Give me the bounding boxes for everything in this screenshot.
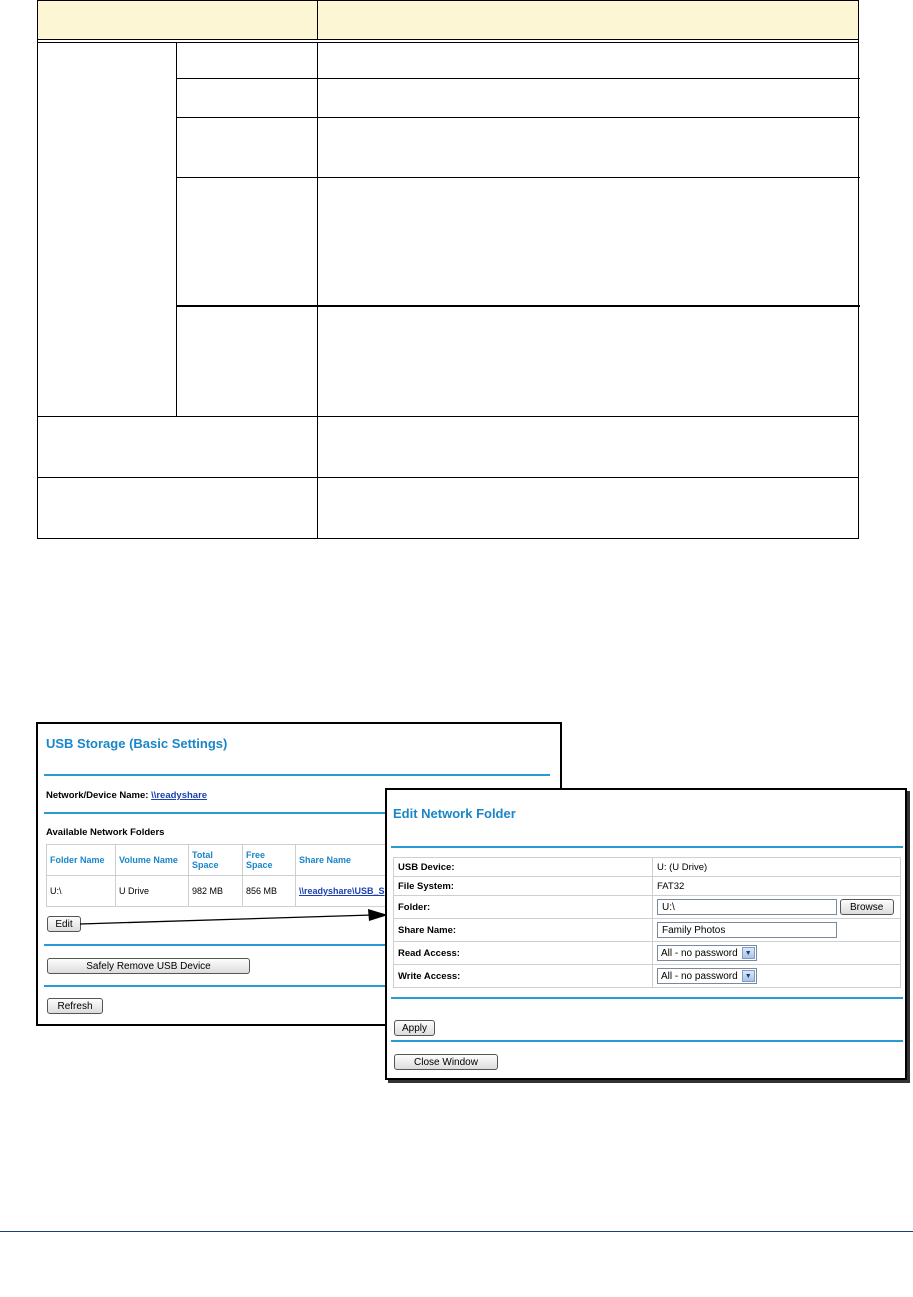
usb-device-value: U: (U Drive) [653, 858, 901, 877]
chevron-down-icon: ▼ [742, 970, 755, 982]
chevron-down-icon: ▼ [742, 947, 755, 959]
form-row [394, 896, 901, 919]
volume-cell: U Drive [116, 876, 189, 907]
edit-network-folder-window [385, 788, 907, 1080]
form-row [394, 858, 901, 877]
form-row [394, 942, 901, 965]
separator [391, 1040, 903, 1042]
window-title: USB Storage (Basic Settings) [46, 736, 228, 751]
separator [391, 997, 903, 999]
apply-button[interactable]: Apply [394, 1020, 435, 1036]
write-access-value: All - no password [661, 971, 738, 982]
column-header: Total Space [189, 845, 243, 876]
available-folders-label: Available Network Folders [46, 827, 165, 838]
safely-remove-button[interactable]: Safely Remove USB Device [47, 958, 250, 974]
column-header: Volume Name [116, 845, 189, 876]
read-access-select[interactable] [657, 945, 757, 961]
form-row [394, 965, 901, 988]
refresh-button[interactable]: Refresh [47, 998, 103, 1014]
edit-button[interactable]: Edit [47, 916, 81, 932]
file-system-value: FAT32 [653, 877, 901, 896]
file-system-label: File System: [394, 877, 653, 896]
share-name-input[interactable]: Family Photos [657, 922, 837, 938]
footer-rule [0, 1231, 913, 1232]
column-header: Free Space [243, 845, 296, 876]
share-name-label: Share Name: [394, 919, 653, 942]
close-window-button[interactable]: Close Window [394, 1054, 498, 1070]
edit-form-table [393, 857, 901, 988]
device-name-label: Network/Device Name: [46, 790, 149, 801]
form-row [394, 919, 901, 942]
column-header: Folder Name [47, 845, 116, 876]
share-link[interactable]: \\readyshare\USB_S [299, 886, 385, 896]
write-access-cell [653, 965, 901, 988]
free-space-cell: 856 MB [243, 876, 296, 907]
share-name-cell [653, 919, 901, 942]
folder-label: Folder: [394, 896, 653, 919]
folder-cell [653, 896, 901, 919]
separator [391, 846, 903, 848]
browse-button[interactable]: Browse [840, 899, 894, 915]
form-row [394, 877, 901, 896]
folder-input[interactable]: U:\ [657, 899, 837, 915]
column-header: Share Name [296, 845, 401, 876]
read-access-label: Read Access: [394, 942, 653, 965]
read-access-cell [653, 942, 901, 965]
usb-device-label: USB Device: [394, 858, 653, 877]
readyshare-link[interactable]: \\readyshare [151, 790, 208, 801]
write-access-label: Write Access: [394, 965, 653, 988]
total-space-cell: 982 MB [189, 876, 243, 907]
window-title: Edit Network Folder [393, 806, 516, 821]
write-access-select[interactable] [657, 968, 757, 984]
read-access-value: All - no password [661, 948, 738, 959]
folder-cell: U:\ [47, 876, 116, 907]
